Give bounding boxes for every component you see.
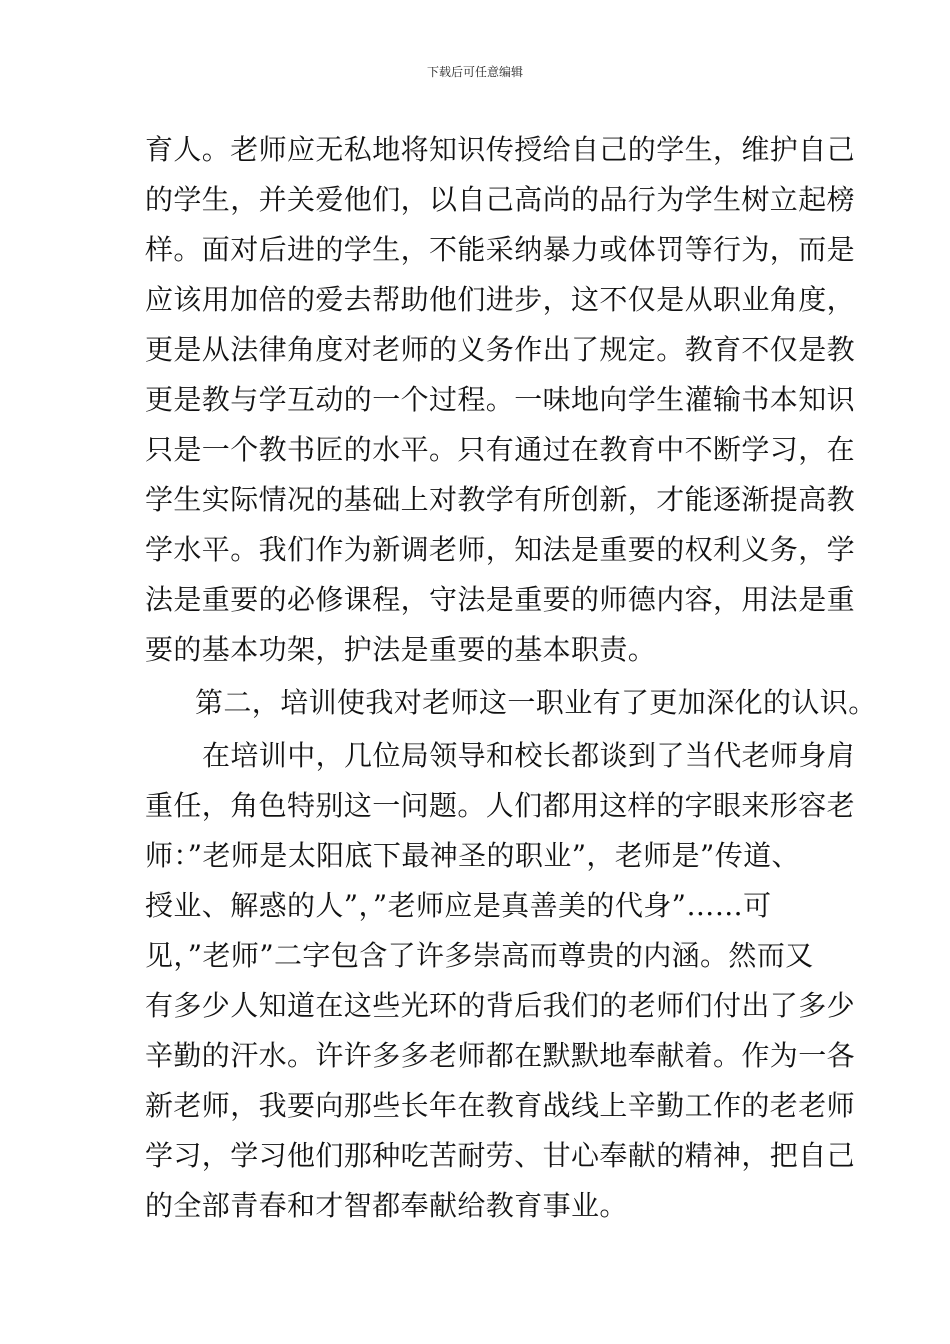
page-header-note: 下载后可任意编辑 (426, 65, 523, 79)
paragraph-line: 新老师，我要向那些长年在教育战线上辛勤工作的老老师 (145, 1089, 856, 1122)
paragraph-line: 应该用加倍的爱去帮助他们进步，这不仅是从职业角度， (145, 283, 856, 316)
paragraph-line: 只是一个教书匠的水平。只有通过在教育中不断学习，在 (145, 433, 856, 466)
paragraph-line: 师：”老师是太阳底下最神圣的职业”，老师是”传道、 (145, 839, 800, 872)
paragraph-line: 在培训中，几位局领导和校长都谈到了当代老师身肩 (202, 739, 856, 772)
paragraph-line: 要的基本功架，护法是重要的基本职责。 (145, 633, 657, 666)
paragraph-line: 见，”老师”二字包含了许多崇高而尊贵的内涵。然而又 (145, 939, 814, 972)
paragraph-line: 学水平。我们作为新调老师，知法是重要的权利义务，学 (145, 533, 856, 566)
paragraph-line: 辛勤的汗水。许许多多老师都在默默地奉献着。作为一各 (145, 1039, 856, 1072)
section-heading: 第二，培训使我对老师这一职业有了更加深化的认识。 (195, 686, 877, 719)
paragraph-line: 重任，角色特别这一问题。人们都用这样的字眼来形容老 (145, 789, 856, 822)
paragraph-line: 有多少人知道在这些光环的背后我们的老师们付出了多少 (145, 989, 856, 1022)
paragraph-line: 的学生，并关爱他们，以自己高尚的品行为学生树立起榜 (145, 183, 856, 216)
paragraph-line: 更是教与学互动的一个过程。一味地向学生灌输书本知识 (145, 383, 856, 416)
paragraph-line: 的全部青春和才智都奉献给教育事业。 (145, 1189, 628, 1222)
paragraph-line: 授业、解惑的人”，”老师应是真善美的代身”……可 (145, 889, 772, 922)
paragraph-line: 学生实际情况的基础上对教学有所创新，才能逐渐提高教 (145, 483, 856, 516)
paragraph-line: 育人。老师应无私地将知识传授给自己的学生，维护自己 (145, 133, 856, 166)
paragraph-line: 学习，学习他们那种吃苦耐劳、甘心奉献的精神，把自己 (145, 1139, 856, 1172)
paragraph-line: 更是从法律角度对老师的义务作出了规定。教育不仅是教 (145, 333, 856, 366)
paragraph-line: 法是重要的必修课程，守法是重要的师德内容，用法是重 (145, 583, 856, 616)
paragraph-line: 样。面对后进的学生，不能采纳暴力或体罚等行为，而是 (145, 233, 856, 266)
